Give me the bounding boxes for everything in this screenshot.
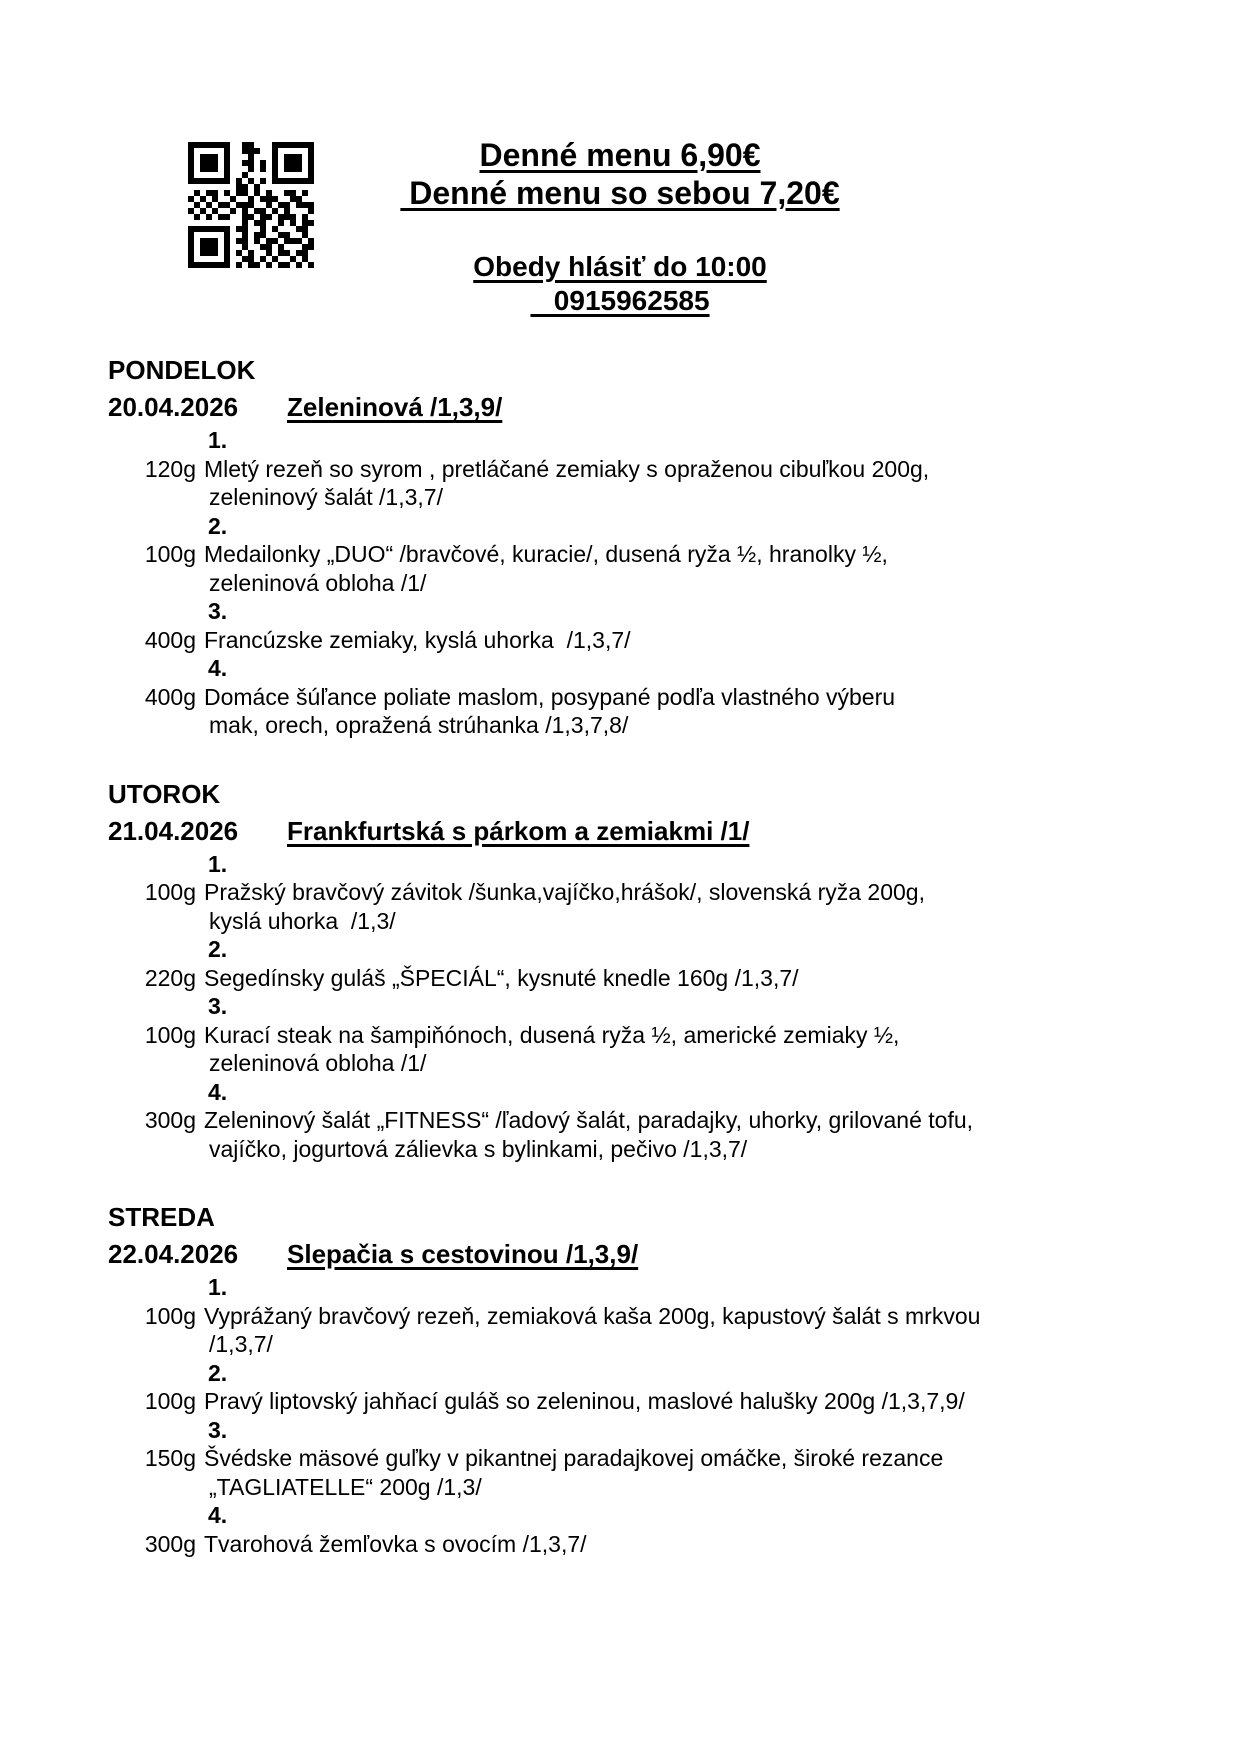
soup-title: Slepačia s cestovinou /1,3,9/: [287, 1239, 639, 1269]
item-text: Vyprážaný bravčový rezeň, zemiaková kaša 200g, kapustový šalát s mrkvou: [204, 1302, 981, 1329]
item-number-row: [100, 654, 1240, 683]
item-weight: 100g: [144, 1388, 196, 1414]
item-line: [100, 683, 1240, 712]
item-number-row: [100, 1359, 1240, 1388]
item-weight: 150g: [144, 1445, 196, 1471]
item-line: [100, 1049, 1240, 1078]
item-text: Kurací steak na šampiňónoch, dusená ryža ½, americké zemiaky ½,: [204, 1021, 900, 1048]
item-text: zeleninový šalát /1,3,7/: [209, 484, 443, 510]
item-weight: 400g: [144, 626, 196, 653]
item-text: Tvarohová žemľovka s ovocím /1,3,7/: [204, 1530, 587, 1557]
item-weight: 120g: [144, 455, 196, 482]
day-date: 21.04.2026: [108, 815, 239, 846]
item-text: Medailonky „DUO“ /bravčové, kuracie/, dusená ryža ½, hranolky ½,: [204, 541, 888, 567]
item-text: Domáce šúľance poliate maslom, posypané podľa vlastného výberu: [204, 683, 896, 710]
item-number: 4.: [208, 1502, 228, 1528]
day-date-soup-row: [108, 812, 1240, 850]
item-line: [100, 1387, 1240, 1416]
item-number: 3.: [208, 598, 228, 624]
item-weight: 400g: [144, 683, 196, 710]
item-number-row: [100, 1078, 1240, 1107]
item-number: 2.: [208, 1359, 228, 1386]
item-number: 1.: [208, 427, 228, 453]
day-name: PONDELOK: [108, 355, 256, 385]
item-number: 2.: [208, 512, 228, 539]
weekly-menu: [0, 352, 1240, 1558]
item-number-row: [100, 426, 1240, 455]
soup-title: Frankfurtská s párkom a zemiakmi /1/: [287, 815, 750, 846]
item-weight: 300g: [144, 1530, 196, 1557]
takeaway-price-title: Denné menu so sebou 7,20€: [400, 175, 840, 211]
item-number: 3.: [208, 993, 228, 1019]
day-name: STREDA: [108, 1202, 215, 1232]
item-line: [100, 626, 1240, 655]
order-deadline-note: Obedy hlásiť do 10:00: [473, 251, 767, 282]
item-number: 3.: [208, 1416, 228, 1443]
item-line: [100, 455, 1240, 484]
item-text: Francúzske zemiaky, kyslá uhorka /1,3,7/: [204, 626, 631, 653]
item-line: [100, 1473, 1240, 1502]
item-number-row: [100, 512, 1240, 541]
day-date-soup-row: [108, 388, 1240, 426]
item-line: [100, 540, 1240, 569]
item-line: [100, 964, 1240, 993]
item-number-row: [100, 935, 1240, 964]
day-date: 22.04.2026: [108, 1239, 239, 1269]
item-line: [100, 569, 1240, 598]
day-section-streda: [0, 1199, 1240, 1558]
day-section-pondelok: [0, 352, 1240, 740]
item-number-row: [100, 992, 1240, 1021]
item-number: 1.: [208, 850, 228, 877]
item-weight: 100g: [144, 541, 196, 567]
item-text: vajíčko, jogurtová zálievka s bylinkami, pečivo /1,3,7/: [209, 1135, 748, 1162]
item-number-row: [100, 1501, 1240, 1530]
item-text: Pravý liptovský jahňací guláš so zeleninou, maslové halušky 200g /1,3,7,9/: [204, 1388, 965, 1414]
item-text: Zeleninový šalát „FITNESS“ /ľadový šalát, paradajky, uhorky, grilované tofu,: [204, 1107, 974, 1133]
item-line: [100, 1530, 1240, 1559]
item-weight: 100g: [144, 1302, 196, 1329]
item-number: 1.: [208, 1274, 228, 1300]
item-text: mak, orech, opražená strúhanka /1,3,7,8/: [209, 712, 629, 738]
item-text: Segedínsky guláš „ŠPECIÁL“, kysnuté knedle 160g /1,3,7/: [204, 964, 799, 991]
item-text: Pražský bravčový závitok /šunka,vajíčko,hrášok/, slovenská ryža 200g,: [204, 879, 925, 905]
item-number: 2.: [208, 936, 228, 962]
item-line: [100, 907, 1240, 936]
menu-price-title: Denné menu 6,90€: [479, 137, 761, 173]
item-weight: 220g: [144, 964, 196, 991]
qr-code: [188, 142, 314, 268]
day-date-soup-row: [108, 1235, 1240, 1273]
page-header: [0, 0, 1240, 318]
item-line: [100, 1135, 1240, 1164]
item-text: kyslá uhorka /1,3/: [209, 907, 396, 934]
item-line: [100, 1444, 1240, 1473]
item-number: 4.: [208, 1078, 228, 1105]
phone-number: 0915962585: [530, 285, 710, 316]
item-line: [100, 1330, 1240, 1359]
item-number-row: [100, 1416, 1240, 1445]
item-text: Švédske mäsové guľky v pikantnej paradajkovej omáčke, široké rezance: [204, 1445, 944, 1471]
item-text: zeleninová obloha /1/: [209, 1050, 427, 1076]
item-weight: 100g: [144, 1021, 196, 1048]
item-text: /1,3,7/: [209, 1331, 273, 1357]
day-date: 20.04.2026: [108, 392, 239, 422]
item-number-row: [100, 1273, 1240, 1302]
item-number: 4.: [208, 655, 228, 681]
item-number-row: [100, 850, 1240, 879]
day-name: UTOROK: [108, 778, 221, 809]
item-line: [100, 1106, 1240, 1135]
day-section-utorok: [0, 776, 1240, 1164]
item-text: Mletý rezeň so syrom , pretláčané zemiaky s opraženou cibuľkou 200g,: [204, 455, 930, 482]
item-text: zeleninová obloha /1/: [209, 569, 427, 596]
item-line: [100, 1021, 1240, 1050]
soup-title: Zeleninová /1,3,9/: [287, 392, 503, 422]
item-weight: 300g: [144, 1107, 196, 1133]
item-line: [100, 1302, 1240, 1331]
item-line: [100, 711, 1240, 740]
item-number-row: [100, 597, 1240, 626]
item-text: „TAGLIATELLE“ 200g /1,3/: [209, 1473, 482, 1500]
item-line: [100, 483, 1240, 512]
item-line: [100, 878, 1240, 907]
item-weight: 100g: [144, 879, 196, 905]
